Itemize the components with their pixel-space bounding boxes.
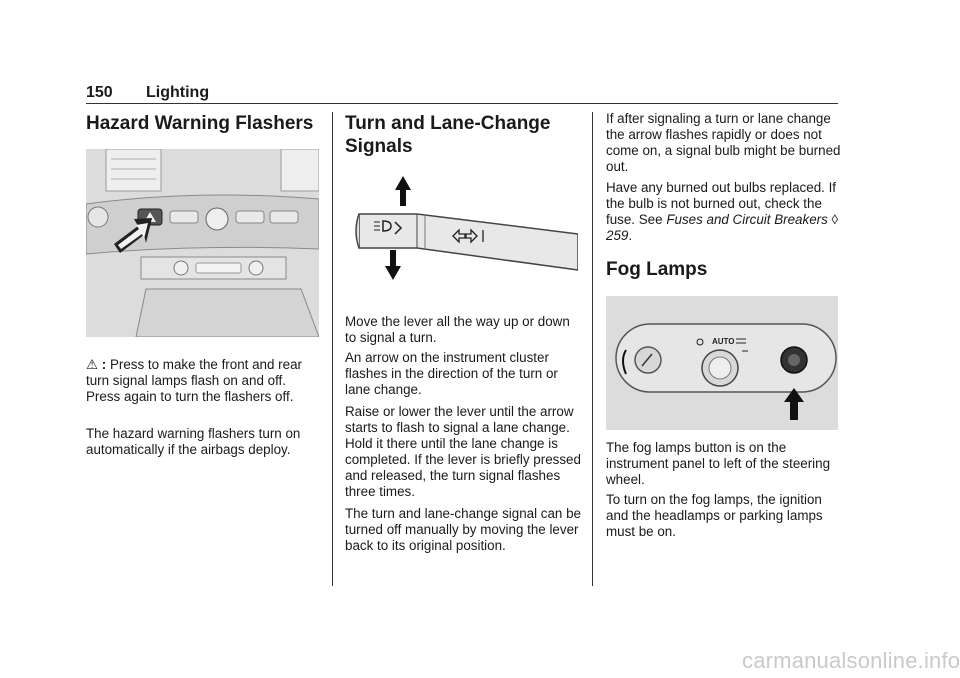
fog-lamp-button-illustration xyxy=(606,296,838,430)
bulb-paragraph: If after signaling a turn or lane change the arrow flashes rapidly or does not come on, a signal bulb might be burned out. xyxy=(606,111,841,174)
fuse-paragraph-text: Have any burned out bulbs replaced. If the bulb is not burned out, check the fuse. See xyxy=(606,180,837,227)
hazard-colon: : xyxy=(101,357,107,372)
fog-lamps-heading: Fog Lamps xyxy=(606,259,708,280)
hazard-paragraph-1 xyxy=(86,357,322,405)
fog-paragraph-2: To turn on the fog lamps, the ignition and the headlamps or parking lamps must be on. xyxy=(606,492,823,539)
column-divider-1 xyxy=(332,112,333,586)
watermark: carmanualsonline.info xyxy=(742,648,960,673)
turn-paragraph-2: An arrow on the instrument cluster flashes in the direction of the turn or lane change. xyxy=(345,350,558,397)
hazard-triangle-icon: ⚠ xyxy=(86,357,99,372)
turn-signals-heading: Turn and Lane-Change Signals xyxy=(345,113,551,157)
page-ref-icon: ◊ xyxy=(831,212,839,227)
fuse-paragraph-end: . xyxy=(628,228,633,243)
fuse-paragraph xyxy=(606,180,842,244)
turn-paragraph-1: Move the lever all the way up or down to signal a turn. xyxy=(345,314,570,345)
turn-paragraph-3: Raise or lower the lever until the arrow starts to flash to signal a lane change. Hold it there until the lane change is completed. If the lever is briefly pressed and released, the turn signal flashes three times. xyxy=(345,404,581,499)
hazard-paragraph-2: The hazard warning flashers turn on automatically if the airbags deploy. xyxy=(86,426,301,457)
hazard-heading: Hazard Warning Flashers xyxy=(86,113,314,134)
fuses-link[interactable]: Fuses and Circuit Breakers xyxy=(666,212,828,227)
hazard-paragraph-1-text: Press to make the front and rear turn signal lamps flash on and off. Press again to turn the flashers off. xyxy=(86,357,302,404)
column-divider-2 xyxy=(592,112,593,586)
page-header xyxy=(86,84,209,102)
turn-paragraph-4: The turn and lane-change signal can be turned off manually by moving the lever back to its original position. xyxy=(345,506,581,553)
fog-paragraph-1: The fog lamps button is on the instrument panel to left of the steering wheel. xyxy=(606,440,831,487)
auto-label: AUTO xyxy=(712,337,735,346)
header-rule xyxy=(86,103,838,104)
hazard-button-illustration xyxy=(86,149,319,337)
section-title: Lighting xyxy=(146,84,210,101)
turn-signal-lever-illustration xyxy=(345,172,578,282)
fuses-page-ref[interactable]: 259 xyxy=(606,228,629,243)
page-number: 150 xyxy=(86,84,113,101)
